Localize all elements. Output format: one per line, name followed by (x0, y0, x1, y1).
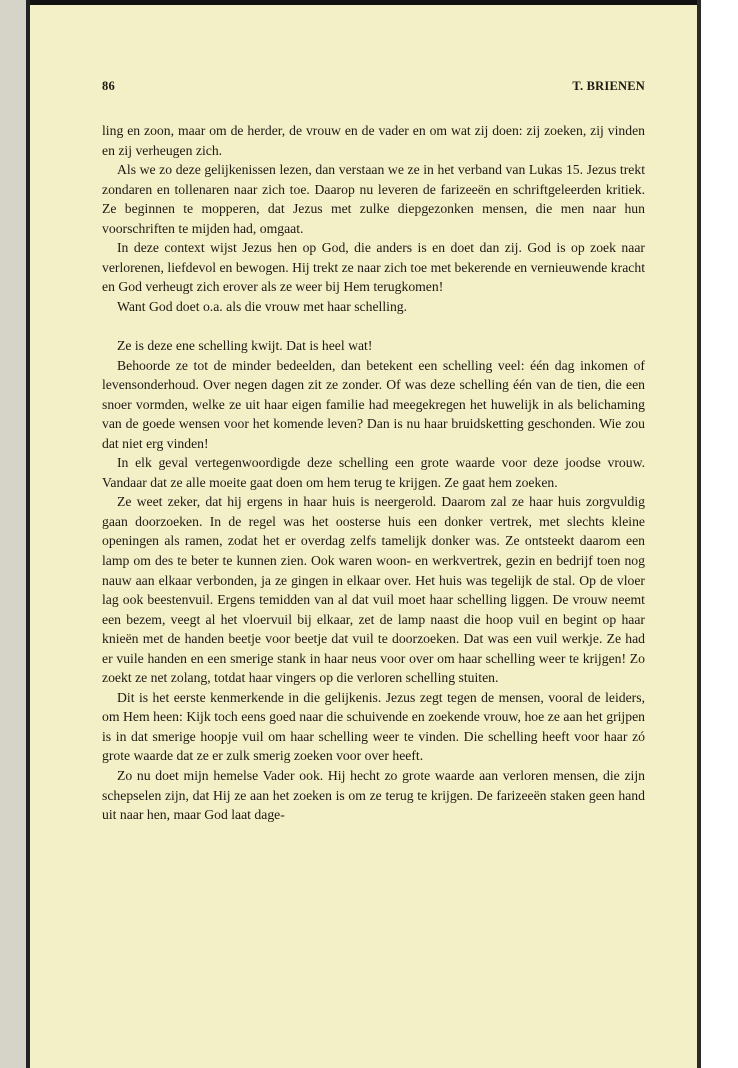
paragraph: Ze is deze ene schelling kwijt. Dat is heel wat! (117, 337, 373, 353)
scan-edge-right (697, 0, 701, 1068)
paragraph: Als we zo deze gelijkenissen lezen, dan verstaan we ze in het verband van Lukas 15. Jezus trekt zondaren en tollenaren naar zich toe. Daarop nu leveren de farizeeën en schriftgeleerden kritiek. Ze beginnen te mopperen, dat Jezus met zulke diepgezonken mensen, die men naar hun voorschriften te mijden had, omgaat. (102, 162, 645, 236)
paragraph: Want God doet o.a. als die vrouw met haar schelling. (117, 298, 408, 314)
paragraph: In deze context wijst Jezus hen op God, die anders is en doet dan zij. God is op zoek naar verlorenen, liefdevol en bewogen. Hij trekt ze naar zich toe met bekerende en vernieuwende kracht en God verheugt zich erover als ze weer bij Hem terugkomen! (102, 240, 645, 295)
body-text (102, 121, 645, 825)
paragraph: Zo nu doet mijn hemelse Vader ook. Hij hecht zo grote waarde aan verloren mensen, die zijn schepselen zijn, dat Hij ze aan het zoeken is om ze terug te krijgen. De farizeeën staken geen hand uit naar hen, maar God laat dage- (102, 768, 645, 823)
scan-border-left (0, 0, 30, 1068)
scan-border-right (697, 0, 738, 1068)
running-head-author: T. BRIENEN (572, 79, 645, 93)
paragraph: In elk geval vertegenwoordigde deze schelling een grote waarde voor deze joodse vrouw. Vandaar dat ze alle moeite gaat doen om hem terug te krijgen. Ze gaat hem zoeken. (102, 455, 645, 490)
paragraph: Ze weet zeker, dat hij ergens in haar huis is neergerold. Daarom zal ze haar huis zorgvuldig gaan doorzoeken. In de regel was het oosterse huis een donker vertrek, met slechts kleine openingen als ramen, zodat het er overdag zelfs tamelijk donker was. Ze ontsteekt daarom een lamp om des te beter te kunnen zien. Ook waren woon- en werkvertrek, gezin en bedrijf toen nog nauw aan elkaar verbonden, ja ze gingen in elkaar over. Het huis was tegelijk de stal. Op de vloer lag ook beestenvuil. Ergens temidden van al dat vuil moet haar schelling liggen. De vrouw neemt een bezem, veegt al het vloervuil bij elkaar, zet de lamp naast die hoop vuil en begint op haar knieën met de handen beetje voor beetje dat vuil te doorzoeken. Dat was een vuil werkje. Ze had er vuile handen en een smerige stank in haar neus voor over om haar schelling weer te krijgen! Zo zoekt ze net zolang, totdat haar vingers op die verloren schelling stuiten. (102, 494, 645, 686)
paragraph: Behoorde ze tot de minder bedeelden, dan betekent een schelling veel: één dag inkomen of levensonderhoud. Over negen dagen zit ze zonder. Of was deze schelling één van de tien, die een snoer vormden, welke ze uit haar eigen familie had meegekregen het huwelijk in als belichaming van de goede wensen voor het komende leven? Dan is nu haar bruidsketting geschonden. Wie zou dat niet erg vinden! (102, 357, 645, 451)
paragraph: ling en zoon, maar om de herder, de vrouw en de vader en om wat zij doen: zij zoeken, zij vinden en zij verheugen zich. (102, 123, 645, 158)
paragraph: Dit is het eerste kenmerkende in die gelijkenis. Jezus zegt tegen de mensen, vooral de leiders, om Hem heen: Kijk toch eens goed naar die schuivende en zoekende vrouw, hoe ze aan het grijpen is in dat smerige hoopje vuil om haar schelling weer te vinden. Die schelling heeft voor haar zó grote waarde dat ze er zulk smerig zoeken voor over heeft. (102, 689, 645, 764)
page-number: 86 (102, 79, 115, 93)
